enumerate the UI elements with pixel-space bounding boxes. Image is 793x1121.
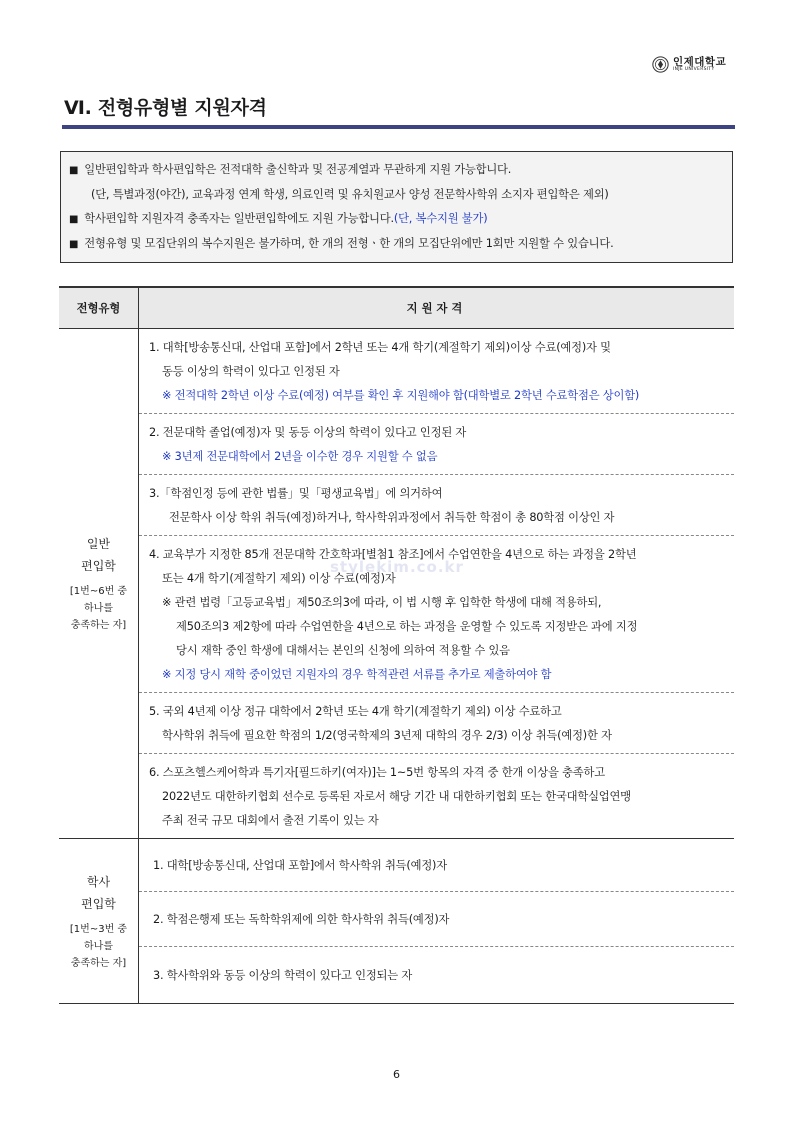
type-name: 일반 (86, 537, 111, 551)
item-text: 5. 국외 4년제 이상 정규 대학에서 2학년 또는 4개 학기(계절학기 제외) 이상 수료하고 (149, 705, 562, 718)
item-subnote: 제50조의3 제2항에 따라 수업연한을 4년으로 하는 과정을 운영할 수 있도록 지정받은 과에 지정 (176, 620, 638, 633)
logo-korean-name: 인제대학교 (673, 55, 727, 68)
table-row (59, 693, 734, 754)
qualification-item-3 (139, 475, 735, 536)
item-note: ※ 3년제 전문대학에서 2년을 이수한 경우 지원할 수 없음 (162, 450, 438, 463)
item-text: 학사학위 취득에 필요한 학점의 1/2(영국학제의 3년제 대학의 경우 2/3) 이상 취득(예정)한 자 (162, 729, 612, 742)
table-row (59, 329, 734, 414)
item-text: 2. 학점은행제 또는 독학학위제에 의한 학사학위 취득(예정)자 (153, 913, 450, 926)
notice-item-2 (69, 207, 724, 232)
notice-text: 전형유형 및 모집단위의 복수지원은 불가하며, 한 개의 전형ㆍ한 개의 모집단위에만 1회만 지원할 수 있습니다. (84, 236, 614, 250)
qualification-item-1 (139, 329, 735, 414)
header-type: 전형유형 (59, 287, 139, 329)
type-name: 학사 (86, 874, 111, 889)
table-row (59, 754, 734, 839)
table-row (59, 414, 734, 475)
table-row (59, 475, 734, 536)
university-logo (652, 56, 726, 73)
square-bullet-icon: ■ (69, 238, 79, 250)
title-underline (62, 125, 735, 129)
item-note: ※ 지정 당시 재학 중이었던 지원자의 경우 학적관련 서류를 추가로 제출하여야 함 (162, 668, 552, 681)
type-note-line: [1번~3번 중 (69, 923, 128, 935)
item-text: 또는 4개 학기(계절학기 제외) 이상 수료(예정)자 (162, 572, 396, 585)
type-name: 편입학 (81, 559, 116, 573)
qualification-item-5 (139, 693, 735, 754)
bachelor-item-3 (139, 947, 735, 1004)
type-note-line: 하나를 (84, 940, 113, 952)
table-row (59, 892, 734, 947)
item-subnote: ※ 관련 법령「고등교육법」제50조의3에 따라, 이 법 시행 후 입학한 학생에 대해 적용하되, (162, 596, 602, 609)
item-text: 1. 대학[방송통신대, 산업대 포함]에서 2학년 또는 4개 학기(계절학기 제외)이상 수료(예정)자 및 (149, 341, 611, 354)
type-note (59, 583, 138, 634)
item-note: ※ 전적대학 2학년 이상 수료(예정) 여부를 확인 후 지원해야 함(대학별로 2학년 수료학점은 상이함) (162, 389, 640, 402)
qualification-item-6 (139, 754, 735, 839)
notice-box (60, 151, 733, 263)
item-text: 3. 학사학위와 동등 이상의 학력이 있다고 인정되는 자 (153, 969, 413, 982)
notice-item-3 (69, 232, 724, 257)
item-text: 주최 전국 규모 대회에서 출전 기록이 있는 자 (162, 814, 379, 827)
item-text: 4. 교육부가 지정한 85개 전문대학 간호학과[별첨1 참조]에서 수업연한을 4년으로 하는 과정을 2학년 (149, 548, 637, 561)
notice-highlight: (단, 복수지원 불가) (393, 212, 488, 225)
page-number: 6 (393, 1068, 400, 1081)
table-header-row (59, 287, 734, 329)
notice-item-1-sub: (단, 특별과정(야간), 교육과정 연계 학생, 의료인력 및 유치원교사 양성 전문학사학위 소지자 편입학은 제외) (91, 187, 609, 201)
item-text: 6. 스포츠헬스케어학과 특기자[필드하키(여자)]는 1~5번 항목의 자격 중 한개 이상을 충족하고 (149, 766, 605, 779)
watermark: stylekim.co.kr (330, 558, 464, 576)
item-text: 2022년도 대한하키협회 선수로 등록된 자로서 해당 기간 내 대한하키협회 또는 한국대학실업연맹 (162, 790, 631, 803)
table-row (59, 947, 734, 1004)
notice-text: 일반편입학과 학사편입학은 전적대학 출신학과 및 전공계열과 무관하게 지원 가능합니다. (84, 163, 512, 176)
item-text: 전문학사 이상 학위 취득(예정)하거나, 학사학위과정에서 취득한 학점이 총 80학점 이상인 자 (169, 511, 615, 524)
item-text: 2. 전문대학 졸업(예정)자 및 동등 이상의 학력이 있다고 인정된 자 (149, 426, 467, 439)
square-bullet-icon: ■ (69, 214, 79, 225)
table-row (59, 839, 734, 892)
type-note (59, 921, 138, 972)
qualification-table (59, 286, 734, 1004)
type-cell-general (59, 329, 139, 839)
item-text: 3.「학점인정 등에 관한 법률」및「평생교육법」에 의거하여 (149, 487, 443, 500)
type-cell-bachelor (59, 839, 139, 1004)
logo-english-name: INJE UNIVERSITY (673, 67, 715, 72)
item-subnote: 당시 재학 중인 학생에 대해서는 본인의 신청에 의하여 적용할 수 있음 (176, 644, 510, 657)
university-seal-icon (652, 56, 669, 73)
type-name: 편입학 (81, 896, 116, 911)
item-text: 1. 대학[방송통신대, 산업대 포함]에서 학사학위 취득(예정)자 (153, 859, 447, 872)
bachelor-item-1 (139, 839, 735, 892)
type-note-line: 충족하는 자] (70, 620, 127, 631)
bachelor-item-2 (139, 892, 735, 947)
qualification-item-2 (139, 414, 735, 475)
square-bullet-icon: ■ (69, 165, 79, 176)
section-title: Ⅵ. 전형유형별 지원자격 (64, 97, 267, 119)
notice-item-1 (69, 158, 724, 183)
type-note-line: 하나를 (84, 603, 113, 614)
type-note-line: [1번~6번 중 (69, 586, 128, 597)
header-qualification: 지원자격 (139, 287, 735, 329)
item-text: 동등 이상의 학력이 있다고 인정된 자 (162, 365, 340, 378)
type-note-line: 충족하는 자] (70, 957, 127, 969)
notice-text: 학사편입학 지원자격 충족자는 일반편입학에도 지원 가능합니다. (84, 212, 394, 225)
